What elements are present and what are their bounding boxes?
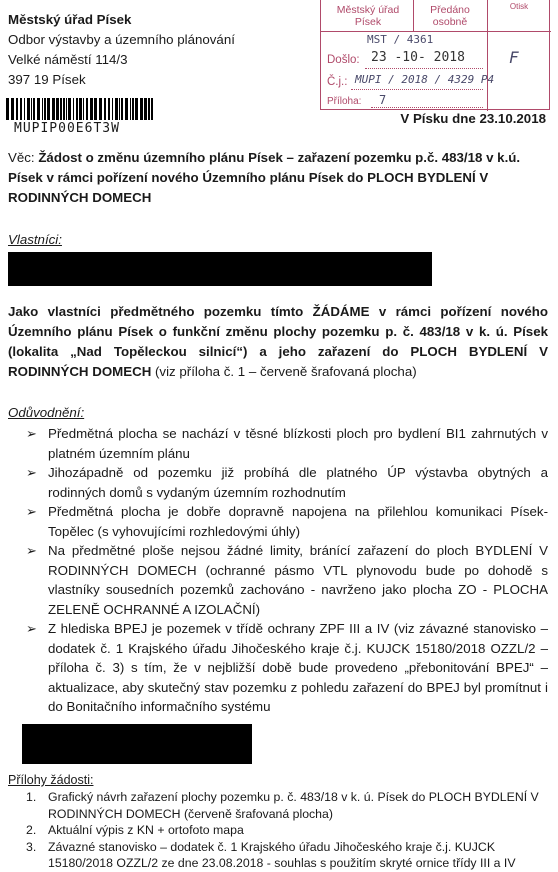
list-item: [26, 541, 548, 619]
sender-city: 397 19 Písek: [8, 72, 86, 87]
barcode-bar: [68, 98, 71, 120]
barcode-bar: [16, 98, 18, 120]
owners-redaction: [8, 252, 432, 286]
barcode-bar: [27, 98, 30, 120]
attachments-title: Přílohy žádosti:: [8, 773, 94, 787]
subject-text: Žádost o změnu územního plánu Písek – zařazení pozemku p.č. 483/18 v k.ú. Písek v rámci pořízení nového Územního plánu Písek do PLOCH BYDLENÍ V RODINNÝCH DOMECH: [8, 150, 521, 205]
barcode-bar: [132, 98, 134, 120]
barcode-bar: [33, 98, 35, 120]
attachment-number: 1.: [26, 790, 37, 804]
registry-stamp: [320, 0, 550, 110]
request-paragraph: [8, 302, 548, 382]
request-bold: Jako vlastníci předmětného pozemku tímto ŽÁDÁME v rámci pořízení nového Územního plánu Písek o funkční změnu plochy pozemku p. č. 483/18 v k. ú. Písek (lokalita „Nad Topěleckou silnicí“) a jeho zařazení do PLOCH BYDLENÍ V RODINNÝCH DOMECH: [8, 304, 548, 379]
sender-department: Odbor výstavby a územního plánování: [8, 32, 235, 47]
reasons-title: Odůvodnění:: [8, 405, 85, 420]
barcode-bar: [20, 98, 22, 120]
attachments-list: [26, 789, 550, 872]
list-item: [26, 839, 550, 872]
arrow-bullet-icon: ➢: [26, 621, 37, 636]
barcode-bar: [83, 98, 84, 120]
barcode-bar: [52, 98, 55, 120]
stamp-corner: Otisk: [509, 2, 529, 11]
arrow-bullet-icon: ➢: [26, 543, 37, 558]
reason-text: Jihozápadně od pozemku již probíhá dle platného ÚP výstavba obytných a rodinných domů s vydaným územním rozhodnutím: [48, 465, 548, 500]
barcode-bar: [47, 98, 50, 120]
sender-street: Velké náměstí 114/3: [8, 52, 128, 67]
arrow-bullet-icon: ➢: [26, 465, 37, 480]
barcode-bar: [44, 98, 46, 120]
barcode-bar: [125, 98, 128, 120]
barcode-bar: [56, 98, 59, 120]
barcode-bar: [104, 98, 106, 120]
sender-office: Městský úřad Písek: [8, 12, 132, 27]
sender-address: [8, 10, 308, 90]
barcode-bar: [151, 98, 153, 120]
barcode-bar: [6, 98, 9, 120]
list-item: [26, 619, 548, 717]
list-item: [26, 502, 548, 541]
barcode-bar: [108, 98, 110, 120]
barcode-bar: [73, 98, 74, 120]
reasons-list: [26, 424, 548, 717]
stamp-ref-label: Č.j.:: [327, 76, 348, 88]
barcode-bar: [24, 98, 25, 120]
stamp-handed: Předáno osobně: [430, 4, 470, 28]
stamp-attach-value: 7: [379, 93, 387, 107]
stamp-attach-label: Příloha:: [327, 96, 362, 107]
attachment-text: Grafický návrh zařazení plochy pozemku p. č. 483/18 v k. ú. Písek do PLOCH BYDLENÍ V RODINNÝCH DOMECH (červeně šrafovaná plocha): [48, 790, 539, 821]
barcode-bar: [90, 98, 93, 120]
attachment-text: Aktuální výpis z KN + ortofoto mapa: [48, 823, 244, 837]
arrow-bullet-icon: ➢: [26, 426, 37, 441]
barcode-bar: [66, 98, 67, 120]
barcode-image: [6, 98, 154, 120]
barcode-bar: [94, 98, 97, 120]
stamp-received-date: 23 -10- 2018: [371, 50, 465, 65]
stamp-initial: F: [509, 48, 519, 67]
attachment-text: Závazné stanovisko – dodatek č. 1 Krajského úřadu Jihočeského kraje č.j. KUJCK 15180/2018 OZZL/2 ze dne 23.08.2018 - souhlas s použitím skryté ornice třídy III a IV: [48, 839, 516, 870]
list-item: [26, 424, 548, 463]
attachment-number: 3.: [26, 839, 37, 854]
stamp-received-label: Došlo:: [327, 54, 360, 66]
barcode-bar: [121, 98, 123, 120]
barcode-bars: [6, 98, 154, 120]
stamp-received-note: MST / 4361: [367, 33, 434, 46]
reason-text: Předmětná plocha je dobře dopravně napojena na přilehlou komunikaci Písek-Topělec (s vyhovujícími rozhledovými úhly): [48, 504, 548, 539]
reason-text: Z hlediska BPEJ je pozemek v třídě ochrany ZPF III a IV (viz závazné stanovisko – dodatek č. 1 Krajského úřadu Jihočeského kraje č.j. KUJCK 15180/2018 OZZL/2 – příloha č. 3) s tím, že v nejbližší době bude provedeno „přebonitování BPEJ“ – aktualizace, aby skutečný stav pozemku z pohledu zařazení do BPEJ byl promítnut i do Bonitačního informačního systému: [48, 621, 548, 714]
barcode-bar: [76, 98, 78, 120]
barcode-bar: [11, 98, 14, 120]
reason-text: Na předmětné ploše nejsou žádné limity, bránící zařazení do ploch BYDLENÍ V RODINNÝCH DOMECH (ochranné pásmo VTL plynovodu bude po dohodě s vlastníky sousedních pozemků zachováno - navrženo jako plocha ZO - PLOCHA ZELENĚ OCHRANNÉ A IZOLAČNÍ): [48, 543, 548, 617]
barcode-bar: [99, 98, 102, 120]
list-item: [26, 822, 550, 839]
reason-text: Předmětná plocha se nachází v těsné blízkosti ploch pro bydlení BI1 zahrnutých v platném územním plánu: [48, 426, 548, 461]
barcode-bar: [140, 98, 143, 120]
barcode-bar: [86, 98, 88, 120]
barcode-bar: [112, 98, 113, 120]
stamp-office: Městský úřad Písek: [336, 4, 400, 28]
barcode-bar: [31, 98, 32, 120]
subject: [8, 148, 548, 208]
list-item: [26, 463, 548, 502]
barcode-bar: [148, 98, 150, 120]
arrow-bullet-icon: ➢: [26, 504, 37, 519]
barcode-bar: [130, 98, 131, 120]
barcode-bar: [63, 98, 65, 120]
barcode-bar: [42, 98, 43, 120]
signature-redaction: [22, 724, 252, 764]
barcode-bar: [37, 98, 40, 120]
barcode-bar: [135, 98, 138, 120]
barcode-bar: [79, 98, 82, 120]
subject-lead: Věc:: [8, 150, 39, 165]
barcode-code: MUPIP00E6T3W: [14, 121, 120, 136]
request-normal: (viz příloha č. 1 – červeně šrafovaná plocha): [151, 364, 417, 379]
barcode-bar: [115, 98, 118, 120]
barcode-bar: [144, 98, 147, 120]
stamp-ref-value: MUPI / 2018 / 4329 P4: [355, 73, 495, 86]
document-date: V Písku dne 23.10.2018: [400, 111, 546, 126]
attachment-number: 2.: [26, 823, 37, 837]
list-item: [26, 789, 550, 822]
owners-title: Vlastníci:: [8, 232, 62, 247]
barcode-bar: [60, 98, 62, 120]
barcode-bar: [119, 98, 120, 120]
